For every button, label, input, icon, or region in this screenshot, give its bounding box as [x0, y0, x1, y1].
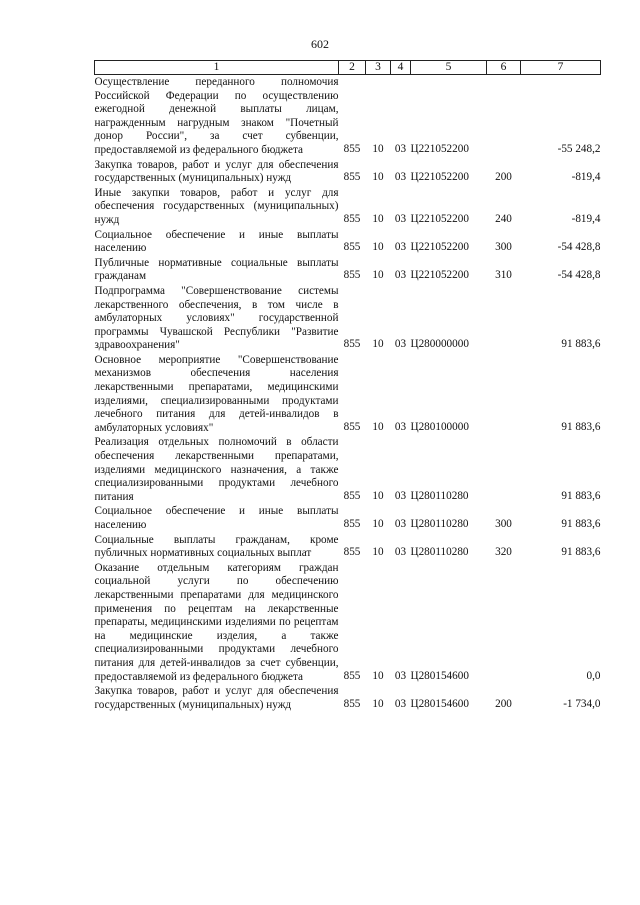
row-expense-type: 200 — [495, 697, 512, 710]
row-target-article: Ц221052200 — [410, 171, 469, 184]
row-subsection-code: 03 — [394, 518, 407, 530]
row-expense-type — [487, 284, 521, 353]
table-row — [95, 284, 601, 353]
col-header-amount: 7 — [521, 61, 601, 75]
row-description: Оказание отдельным категориям граждан социальной услуги по обеспечению лекарственными препаратами для медицинского применения по рецептам на лекарственные препараты, медицинскими изделиями по рецептам на медицинские изделия, а также специализированными продуктами лечебного питания для детей-инвалидов за счет субвенции, предоставляемой из федерального бюджета — [94, 561, 339, 683]
row-target-article: Ц280100000 — [410, 420, 469, 433]
row-target-article: Ц280110280 — [410, 518, 469, 530]
table-row — [95, 504, 601, 532]
row-section-code: 10 — [372, 212, 384, 225]
row-ministry-code: 855 — [343, 269, 361, 282]
row-amount: -819,4 — [571, 171, 601, 184]
row-subsection-code: 03 — [394, 338, 407, 351]
table-row — [95, 228, 601, 256]
row-amount: -1 734,0 — [563, 697, 601, 710]
header-row — [95, 61, 601, 75]
row-description: Публичные нормативные социальные выплаты гражданам — [94, 256, 339, 283]
row-section-code: 10 — [372, 420, 384, 433]
row-section-code: 10 — [372, 269, 384, 282]
row-description: Основное мероприятие "Совершенствование механизмов обеспечения населения лекарственными препаратами, медицинскими изделиями, специализированными продуктами лечебного питания для детей-инвалидов в амбулаторных условиях" — [94, 353, 339, 434]
row-amount: 91 883,6 — [561, 546, 601, 559]
row-expense-type: 200 — [495, 171, 512, 184]
row-ministry-code: 855 — [343, 212, 361, 225]
row-description: Социальное обеспечение и иные выплаты населению — [94, 505, 339, 531]
col-header-expense-type: 6 — [487, 61, 521, 75]
row-amount: 91 883,6 — [561, 338, 601, 351]
table-body — [95, 75, 601, 713]
row-subsection-code: 03 — [394, 241, 407, 254]
row-target-article: Ц221052200 — [410, 212, 469, 225]
row-subsection-code: 03 — [394, 697, 407, 710]
row-expense-type: 300 — [495, 518, 512, 530]
budget-table — [94, 60, 601, 712]
row-subsection-code: 03 — [394, 171, 407, 184]
row-description: Подпрограмма "Совершенствование системы лекарственного обеспечения, в том числе в амбулаторных условиях" государственной программы Чувашской Республики "Развитие здравоохранения" — [94, 284, 339, 352]
row-expense-type — [487, 75, 521, 158]
row-subsection-code: 03 — [394, 489, 407, 502]
row-subsection-code: 03 — [394, 669, 407, 682]
col-header-subsection: 4 — [391, 61, 411, 75]
row-ministry-code: 855 — [343, 142, 361, 155]
row-section-code: 10 — [372, 241, 384, 254]
table-row — [95, 533, 601, 561]
table-row — [95, 561, 601, 684]
row-target-article: Ц221052200 — [410, 269, 469, 282]
row-ministry-code: 855 — [343, 669, 361, 682]
row-amount: 91 883,6 — [561, 518, 601, 530]
row-target-article: Ц221052200 — [410, 241, 469, 254]
row-ministry-code: 855 — [343, 338, 361, 351]
row-amount: -819,4 — [571, 212, 601, 225]
row-section-code: 10 — [372, 338, 384, 351]
row-expense-type: 310 — [495, 269, 512, 282]
row-expense-type — [487, 353, 521, 436]
row-section-code: 10 — [372, 697, 384, 710]
row-amount: 91 883,6 — [561, 489, 601, 502]
row-target-article: Ц280154600 — [410, 697, 469, 710]
col-header-description: 1 — [95, 61, 339, 75]
row-subsection-code: 03 — [394, 212, 407, 225]
page-number: 602 — [311, 37, 329, 51]
row-ministry-code: 855 — [343, 489, 361, 502]
row-ministry-code: 855 — [343, 546, 361, 559]
row-subsection-code: 03 — [394, 142, 407, 155]
row-amount: -54 428,8 — [557, 241, 601, 254]
row-ministry-code: 855 — [343, 420, 361, 433]
row-target-article: Ц280154600 — [410, 669, 469, 682]
table-row — [95, 158, 601, 186]
col-header-section: 3 — [366, 61, 391, 75]
row-target-article: Ц221052200 — [410, 142, 469, 155]
row-section-code: 10 — [372, 142, 384, 155]
row-ministry-code: 855 — [343, 518, 361, 530]
row-ministry-code: 855 — [343, 171, 361, 184]
col-header-target: 5 — [411, 61, 487, 75]
row-expense-type: 240 — [495, 212, 512, 225]
row-amount: 0,0 — [586, 669, 601, 682]
row-subsection-code: 03 — [394, 269, 407, 282]
row-amount: -55 248,2 — [557, 142, 601, 155]
table-row — [95, 435, 601, 504]
row-description: Реализация отдельных полномочий в области обеспечения лекарственными препаратами, изделиями медицинского назначения, а также специализированными продуктами лечебного питания — [94, 436, 339, 503]
row-expense-type — [487, 561, 521, 684]
table-row — [95, 256, 601, 284]
row-description: Закупка товаров, работ и услуг для обеспечения государственных (муниципальных) нужд — [94, 685, 339, 711]
table-row — [95, 75, 601, 158]
col-header-ministry: 2 — [339, 61, 366, 75]
table-row — [95, 353, 601, 436]
row-description: Закупка товаров, работ и услуг для обеспечения государственных (муниципальных) нужд — [94, 158, 339, 185]
row-expense-type: 300 — [495, 241, 512, 254]
row-section-code: 10 — [372, 546, 384, 559]
table-row — [95, 684, 601, 712]
row-target-article: Ц280110280 — [410, 546, 469, 559]
row-section-code: 10 — [372, 669, 384, 682]
table-row — [95, 186, 601, 228]
row-description: Осуществление переданного полномочия Российской Федерации по осуществлению ежегодной денежной выплаты лицам, награжденным нагрудным знаком "Почетный донор России", за счет субвенции, предоставляемой из федерального бюджета — [94, 76, 339, 156]
row-target-article: Ц280000000 — [410, 338, 469, 351]
row-expense-type — [487, 435, 521, 504]
row-section-code: 10 — [372, 171, 384, 184]
row-section-code: 10 — [372, 489, 384, 502]
row-section-code: 10 — [372, 518, 384, 530]
row-amount: 91 883,6 — [561, 420, 601, 433]
row-ministry-code: 855 — [343, 241, 361, 254]
row-target-article: Ц280110280 — [410, 489, 469, 502]
row-expense-type: 320 — [495, 546, 512, 559]
row-description: Социальное обеспечение и иные выплаты населению — [94, 228, 339, 255]
row-description: Социальные выплаты гражданам, кроме публичных нормативных социальных выплат — [94, 533, 339, 560]
row-amount: -54 428,8 — [557, 269, 601, 282]
row-description: Иные закупки товаров, работ и услуг для обеспечения государственных (муниципальных) нужд — [94, 186, 339, 226]
row-ministry-code: 855 — [343, 697, 361, 710]
row-subsection-code: 03 — [394, 546, 407, 559]
row-subsection-code: 03 — [394, 420, 407, 433]
